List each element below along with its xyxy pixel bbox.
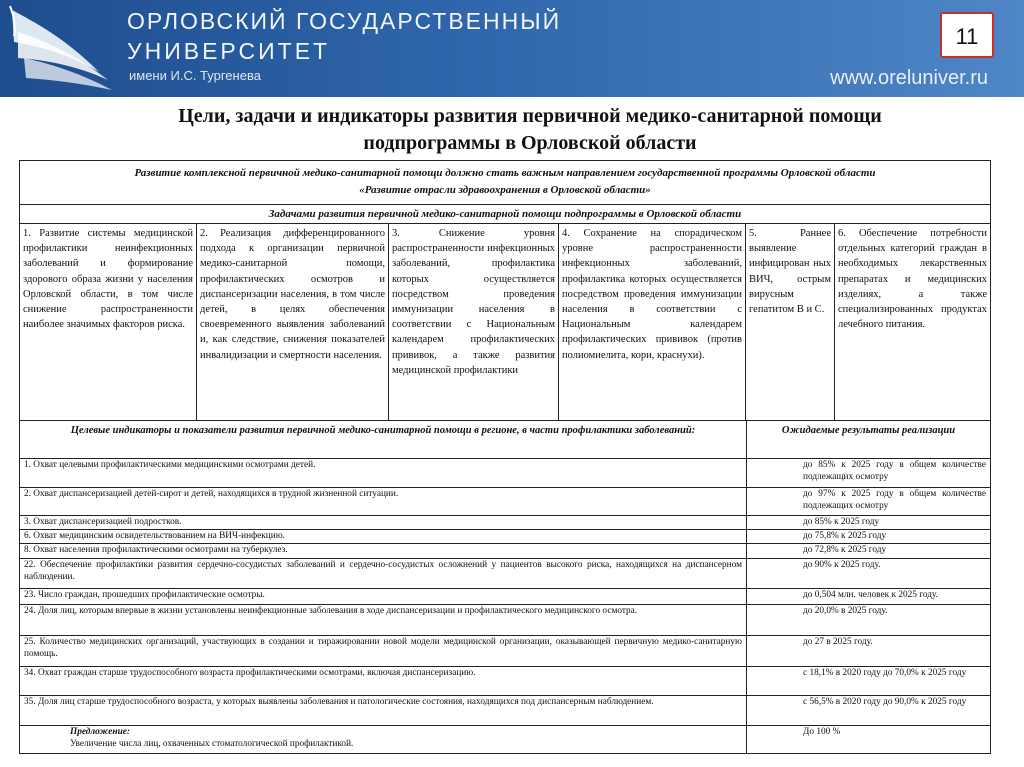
website-link[interactable]: www.oreluniver.ru [830, 67, 988, 89]
result-cell: с 56,5% в 2020 году до 90,0% к 2025 году [803, 697, 967, 707]
indicator-cell: 2. Охват диспансеризацией детей-сирот и детей, находящихся в трудной жизненной ситуации. [20, 488, 747, 515]
table-row [20, 488, 990, 516]
goals-table [19, 160, 991, 754]
table-row [20, 636, 990, 667]
table-row [20, 530, 990, 544]
table-row [20, 516, 990, 530]
result-cell: до 0,504 млн. человек к 2025 году. [803, 590, 938, 600]
indicator-cell: 24. Доля лиц, которым впервые в жизни установлены неинфекционные заболевания в ходе диспансеризации и профилактического медицинского осмотра. [20, 605, 747, 635]
intro-line2: «Развитие отрасли здравоохранения в Орловской области» [359, 184, 651, 196]
proposal-text: Увеличение числа лиц, охваченных стоматологической профилактикой. [70, 738, 354, 749]
indicator-cell: 35. Доля лиц старше трудоспособного возраста, у которых выявлены заболевания и патологические состояния, находящихся под диспансерным наблюдением. [20, 696, 747, 725]
task-cell: 3. Снижение уровня распространенности инфекционных заболеваний, профилактика которых осуществляется посредством проведения иммунизации населения в соответствии с Национальным календарем профилактических прививок, а также развития медицинской профилактики [389, 224, 559, 420]
university-name-line2: УНИВЕРСИТЕТ [127, 38, 331, 64]
table-row [20, 544, 990, 559]
task-cell: 1. Развитие системы медицинской профилактики неинфекционных заболеваний и формирование здорового образа жизни у населения Орловской области, в том числе снижение распространенности наиболее значимых факторов риска. [20, 224, 197, 420]
table-row [20, 559, 990, 589]
title-line1: Цели, задачи и индикаторы развития первичной медико-санитарной помощи [178, 105, 882, 127]
proposal-label: Предложение: [70, 727, 130, 737]
table-row [20, 605, 990, 636]
proposal-result: До 100 % [803, 727, 841, 737]
indicator-cell: 25. Количество медицинских организаций, участвующих в создании и тиражировании новой модели медицинской организации, оказывающей первичную медико-санитарную помощь. [20, 636, 747, 666]
indicators-header-row [20, 421, 990, 459]
intro-line1: Развитие комплексной первичной медико-санитарной помощи должно стать важным направлением государственной программы Орловской области [134, 167, 876, 179]
task-cell: 5. Раннее выявление инфицирован ных ВИЧ, острым вирусным гепатитом В и С. [746, 224, 835, 420]
result-cell: до 72,8% к 2025 году [803, 545, 887, 555]
title-line2: подпрограммы в Орловской области [363, 132, 697, 154]
indicator-cell: 3. Охват диспансеризацией подростков. [20, 516, 747, 529]
indicator-cell: 6. Охват медицинским освидетельствованием на ВИЧ-инфекцию. [20, 530, 747, 543]
task-cell: 6. Обеспечение потребности отдельных категорий граждан в необходимых лекарственных препаратах и медицинских изделиях, а также специализированных продуктах лечебного питания. [838, 228, 987, 331]
indicator-cell: 23. Число граждан, прошедших профилактические осмотры. [20, 589, 747, 604]
tasks-header-row [20, 205, 990, 224]
university-name-line3: имени И.С. Тургенева [129, 68, 261, 83]
indicator-cell: 34. Охват граждан старше трудоспособного возраста профилактическими осмотрами, включая диспансеризацию. [20, 667, 747, 695]
table-row [20, 667, 990, 696]
result-cell: до 20,0% в 2025 году. [803, 606, 888, 616]
header-banner [0, 0, 1024, 97]
indicators-header: Целевые индикаторы и показатели развития первичной медико-санитарной помощи в регионе, в части профилактики заболеваний: [20, 421, 747, 458]
page-title [60, 103, 1000, 157]
indicator-cell: 8. Охват населения профилактическими осмотрами на туберкулез. [20, 544, 747, 558]
tasks-header: Задачами развития первичной медико-санитарной помощи подпрограммы в Орловской области [268, 208, 742, 220]
task-cell: 4. Сохранение на спорадическом уровне распространенности инфекционных заболеваний, профилактика которых осуществляется посредством проведения иммунизации населения в соответствии с Национальным календарем профилактических прививок (против полиомиелита, кори, краснухи). [559, 224, 746, 420]
university-name-line1: ОРЛОВСКИЙ ГОСУДАРСТВЕННЫЙ [127, 8, 562, 34]
indicator-cell: 1. Охват целевыми профилактическими медицинскими осмотрами детей. [20, 459, 747, 487]
table-row [20, 589, 990, 605]
table-intro-row [20, 161, 990, 205]
bird-wing-logo-icon [4, 2, 114, 94]
table-row [20, 696, 990, 726]
result-cell: до 97% к 2025 году в общем количестве подлежащих осмотру [803, 489, 986, 511]
result-cell: с 18,1% в 2020 году до 70,0% к 2025 году [803, 668, 967, 678]
proposal-row [20, 726, 990, 753]
indicator-cell: 22. Обеспечение профилактики развития сердечно-сосудистых заболеваний и сердечно-сосудистых осложнений у пациентов высокого риска, находящихся на диспансерном наблюдении. [20, 559, 747, 588]
result-cell: до 90% к 2025 году. [803, 560, 881, 570]
task-cell: 2. Реализация дифференцированного подхода к организации первичной медико-санитарной помощи, профилактических осмотров и диспансеризации населения, в том числе детей, в целях обеспечения своевременного выявления заболеваний и, как следствие, снижения показателей инвалидизации и смертности населения. [197, 224, 389, 420]
tasks-row [20, 224, 990, 421]
result-cell: до 75,8% к 2025 году [803, 531, 887, 541]
results-header: Ожидаемые результаты реализации [781, 425, 956, 436]
result-cell: до 85% к 2025 году [803, 517, 880, 527]
page-number: 11 [940, 12, 994, 58]
result-cell: до 85% к 2025 году в общем количестве подлежащих осмотру [803, 460, 986, 482]
table-row [20, 459, 990, 488]
result-cell: до 27 в 2025 году. [803, 637, 873, 647]
